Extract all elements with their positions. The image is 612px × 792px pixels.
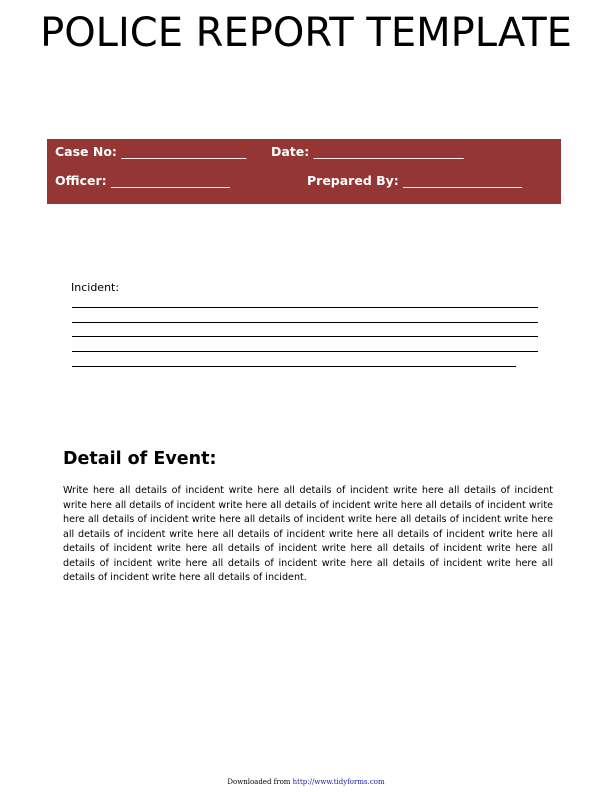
date-blank: ________________________ — [313, 144, 464, 159]
detail-heading: Detail of Event: — [63, 449, 217, 469]
officer-label: Officer: — [55, 173, 107, 188]
incident-label: Incident: — [71, 281, 120, 294]
detail-body: Write here all details of incident write here all details of incident write here all details of incident write here all details of incident write here all details of incident write here all details of incident write here all details of incident write here all details of incident write here all details of incident write here all details of incident write here all details of incident write here all details of incident write here all details of incident write here all details of incident write here all details of incident write here all details of incident write here all details of incident write here all details of incident write here all details of incident write here all details of incident. — [63, 485, 553, 583]
incident-line-2[interactable] — [72, 322, 538, 323]
header-band — [47, 139, 561, 204]
footer-prefix: Downloaded from — [227, 778, 293, 786]
incident-line-3[interactable] — [72, 336, 538, 337]
date-field[interactable] — [271, 144, 464, 159]
footer-link[interactable]: http://www.tidyforms.com — [292, 778, 385, 786]
page-title: POLICE REPORT TEMPLATE — [40, 10, 572, 56]
incident-line-5[interactable] — [72, 366, 516, 367]
case-no-field[interactable] — [55, 144, 246, 159]
prepared-by-field[interactable] — [307, 173, 522, 188]
prepared-by-label: Prepared By: — [307, 173, 399, 188]
officer-field[interactable] — [55, 173, 230, 188]
case-no-blank: ____________________ — [121, 144, 247, 159]
incident-line-1[interactable] — [72, 307, 538, 308]
incident-line-4[interactable] — [72, 351, 538, 352]
footer — [0, 778, 612, 786]
prepared-by-blank: ___________________ — [403, 173, 522, 188]
date-label: Date: — [271, 144, 310, 159]
case-no-label: Case No: — [55, 144, 117, 159]
officer-blank: ___________________ — [110, 173, 230, 188]
